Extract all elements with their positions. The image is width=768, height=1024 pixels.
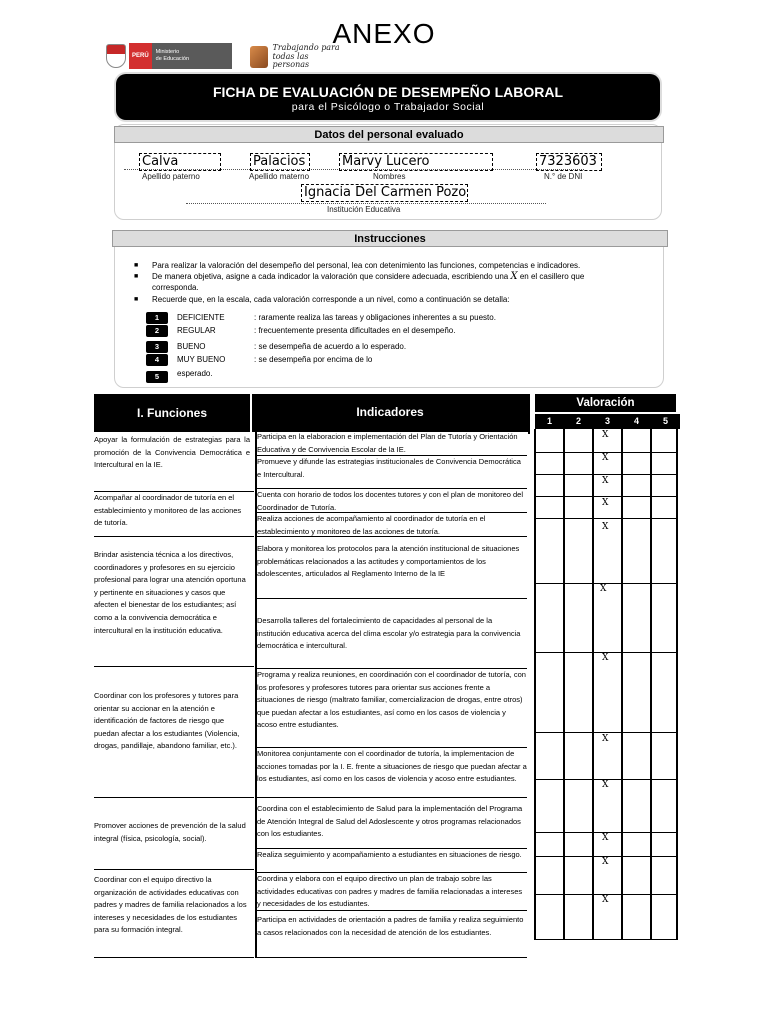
scale-name: DEFICIENTE	[177, 313, 225, 322]
functions-column-header: I. Funciones	[94, 394, 250, 432]
campaign-logo: Trabajando para todas las personas	[250, 44, 342, 70]
form-title: FICHA DE EVALUACIÓN DE DESEMPEÑO LABORAL	[212, 84, 563, 100]
function-cell: Coordinar con el equipo directivo la organización de actividades educativas con padres y madres de familia relacionados a los intereses y necesidades de los estudiantes para su formación integral.	[94, 874, 254, 958]
form-title-banner	[116, 74, 660, 120]
x-mark[interactable]: X	[600, 584, 607, 594]
x-mark[interactable]: X	[602, 734, 609, 744]
scale-description: : frecuentemente presenta dificultades en el desempeño.	[254, 326, 456, 335]
scale-number: 1	[146, 312, 168, 324]
x-mark[interactable]: X	[602, 430, 609, 440]
indicator-cell: Coordina con el establecimiento de Salud para la implementación del Programa de Atención Integral de Salud del Adoslescente y otros programas relacionados con los estudiantes.	[257, 803, 527, 849]
grid-line	[621, 429, 623, 940]
scale-number: 2	[146, 325, 168, 337]
apellido-materno-field[interactable]: Palacios	[250, 153, 310, 171]
apellido-materno-label: Apellido materno	[249, 172, 310, 181]
indicator-cell: Realiza seguimiento y acompañamiento a estudiantes en situaciones de riesgo.	[257, 849, 527, 873]
function-cell: Coordinar con los profesores y tutores para orientar su accionar en la atención e identificación de factores de riesgo que puedan afectar a los estudiantes (Violencia, drogas, pandillaje, abandono familiar, etc.).	[94, 690, 254, 798]
scale-number: 5	[146, 371, 168, 383]
grid-line	[592, 429, 594, 940]
grid-line	[534, 939, 677, 940]
grid-line	[534, 496, 677, 497]
grid-line	[534, 518, 677, 519]
peru-label: PERÚ	[129, 43, 152, 69]
indicator-cell: Elabora y monitorea los protocolos para la atención institucional de situaciones problemáticas relacionados a las actitudes y comportamientos de los adolescentes, articulados al Reglamento Interno de la IE	[257, 543, 527, 599]
function-cell: Apoyar la formulación de estrategias para la promoción de la Convivencia Democrática e Intercultural en la IE.	[94, 434, 254, 492]
grid-line	[563, 429, 565, 940]
scale-column-4: 4	[622, 414, 651, 429]
grid-line	[650, 429, 652, 940]
scale-description: : raramente realiza las tareas y obligaciones inherentes a su puesto.	[254, 313, 496, 322]
apellido-paterno-field[interactable]: Calva	[139, 153, 221, 171]
grid-line	[534, 474, 677, 475]
indicator-cell: Cuenta con horario de todos los docentes tutores y con el plan de monitoreo del Coordinador de Tutoría.	[257, 489, 527, 513]
scale-column-1: 1	[535, 414, 564, 429]
x-mark[interactable]: X	[602, 653, 609, 663]
x-mark[interactable]: X	[602, 522, 609, 532]
indicator-cell: Monitorea conjuntamente con el coordinador de tutoría, la implementacion de acciones tomadas por la I. E. frente a situaciones de riesgo que puedan afectar a los estudiantes, así como en los casos de violencia y acoso entre estudiantes.	[257, 748, 527, 798]
function-cell: Promover acciones de prevención de la salud integral (física, psicología, social).	[94, 820, 254, 870]
indicators-column-header: Indicadores	[252, 394, 528, 432]
scale-column-3: 3	[593, 414, 622, 429]
scale-name: MUY BUENO	[177, 355, 226, 364]
scale-name: BUENO	[177, 342, 206, 351]
scale-column-2: 2	[564, 414, 593, 429]
bullet-icon: ■	[134, 296, 139, 303]
x-mark[interactable]: X	[602, 498, 609, 508]
scale-number: 4	[146, 354, 168, 366]
dni-label: N.° de DNI	[544, 172, 583, 181]
form-subtitle: para el Psicólogo o Trabajador Social	[291, 101, 485, 113]
institution-line	[186, 203, 546, 204]
dni-field[interactable]: 7323603	[536, 153, 602, 171]
ministry-label: Ministerio de Educación	[152, 43, 232, 69]
peru-shield-icon	[106, 44, 126, 68]
function-cell: Acompañar al coordinador de tutoría en el establecimiento y monitoreo de las acciones de tutoría.	[94, 492, 254, 537]
x-mark[interactable]: X	[602, 476, 609, 486]
instructions-heading: Instrucciones	[112, 230, 668, 247]
column-divider	[255, 432, 257, 958]
x-mark[interactable]: X	[602, 895, 609, 905]
indicator-cell: Desarrolla talleres del fortalecimiento de capacidades al personal de la institución educativa acerca del clima escolar y/o estrategia para la convivencia democrática e intercultural.	[257, 615, 527, 669]
bullet-icon: ■	[134, 273, 139, 280]
valoracion-header: Valoración	[535, 394, 676, 412]
institucion-field[interactable]: Ignacia Del Carmen Pozo	[301, 184, 468, 202]
indicator-cell: Programa y realiza reuniones, en coordinación con el coordinador de tutoría, con los profesores y profesores tutores para orientar sus acciones frente a situaciones de riesgo (maltrato familiar, comercializacion de drogas, entre otros) que puedan afectar a los estudiantes, así como en los casos de violencia y acoso entre estudiantes.	[257, 669, 527, 748]
minedu-logo	[106, 42, 232, 70]
indicator-cell: Promueve y difunde las estrategias institucionales de Convivencia Democrática e Intercultural.	[257, 456, 527, 489]
x-mark[interactable]: X	[602, 857, 609, 867]
nombres-field[interactable]: Marvy Lucero	[339, 153, 493, 171]
apellido-paterno-label: Apellido paterno	[142, 172, 200, 181]
bullet-icon: ■	[134, 262, 139, 269]
grid-line	[676, 429, 678, 940]
grid-line	[534, 732, 677, 733]
scale-column-5: 5	[651, 414, 680, 429]
campaign-image-icon	[250, 46, 268, 68]
indicator-cell: Participa en actividades de orientación a padres de familia y realiza seguimiento a casos relacionados con la necesidad de atención de los estudiantes.	[257, 914, 527, 958]
instructions-section	[114, 232, 664, 388]
scale-name: REGULAR	[177, 326, 216, 335]
nombres-label: Nombres	[373, 172, 406, 181]
scale-number: 3	[146, 341, 168, 353]
indicator-cell: Realiza acciones de acompañamiento al coordinador de tutoría en el establecimiento y monitoreo de las acciones de tutoría.	[257, 513, 527, 537]
scale-description: : se desempeña por encima de lo	[254, 355, 373, 364]
institucion-label: Institución Educativa	[327, 205, 401, 214]
column-divider	[528, 394, 530, 434]
indicator-cell: Coordina y elabora con el equipo directivo un plan de trabajo sobre las actividades educativas con padres y madres de familia relacionadas a intereses y necesidades de los estudiantes.	[257, 873, 527, 911]
grid-line	[534, 429, 536, 940]
annex-title: ANEXO	[332, 18, 436, 49]
x-mark[interactable]: X	[602, 780, 609, 790]
scale-name: esperado.	[177, 369, 213, 378]
function-cell: Brindar asistencia técnica a los directivos, coordinadores y profesores en su ejercicio profesional para lograr una atención oportuna y pertinente en situaciones y casos que afecten el bienestar de los estudiantes; así como a la convivencia democrática e intercultural en la institución educativa.	[94, 549, 254, 667]
personal-data-heading: Datos del personal evaluado	[114, 126, 664, 143]
indicator-cell: Participa en la elaboracion e implementación del Plan de Tutoría y Orientación Educativa y de Convivencia Escolar de la IE.	[257, 431, 527, 456]
x-mark[interactable]: X	[602, 833, 609, 843]
scale-description: : se desempeña de acuerdo a lo esperado.	[254, 342, 407, 351]
x-mark[interactable]: X	[602, 453, 609, 463]
